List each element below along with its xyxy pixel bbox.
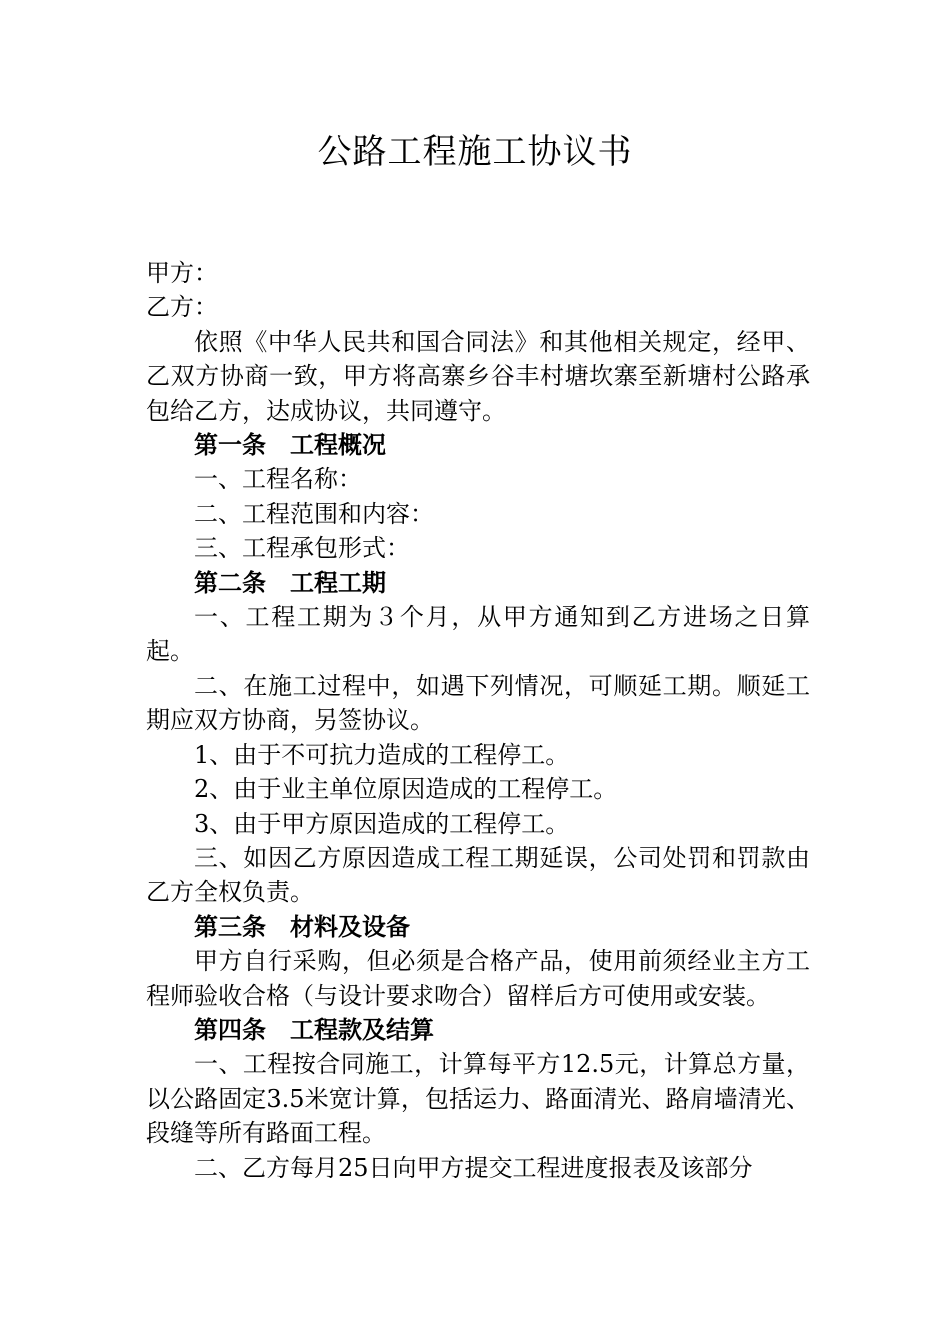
article-2-item: 1、由于不可抗力造成的工程停工。	[194, 740, 570, 769]
article-4-heading: 第四条 工程款及结算	[194, 1014, 434, 1044]
article-2-heading: 第二条 工程工期	[194, 567, 386, 597]
article-4-item: 二、乙方每月25日向甲方提交工程进度报表及该部分	[194, 1153, 753, 1182]
party-b-line: 乙方：	[146, 293, 218, 322]
article-4-item: 一、工程按合同施工，计算每平方12.5元，计算总方量，以公路固定3.5米宽计算，包括运力、路面清光、路肩墙清光、段缝等所有路面工程。	[146, 1050, 810, 1148]
intro-paragraph: 依照《中华人民共和国合同法》和其他相关规定，经甲、乙双方协商一致，甲方将高寨乡谷丰村塘坎寨至新塘村公路承包给乙方，达成协议，共同遵守。	[146, 327, 810, 425]
article-3-heading: 第三条 材料及设备	[194, 911, 410, 941]
article-2-item: 三、如因乙方原因造成工程工期延误，公司处罚和罚款由乙方全权负责。	[146, 843, 810, 907]
article-1-item: 二、工程范围和内容：	[194, 499, 434, 528]
document-title: 公路工程施工协议书	[317, 132, 633, 172]
document-body	[146, 256, 810, 1185]
article-1-item: 一、工程名称：	[194, 465, 362, 494]
article-2-item: 3、由于甲方原因造成的工程停工。	[194, 809, 570, 838]
article-1-heading: 第一条 工程概况	[194, 430, 386, 460]
article-2-item: 二、在施工过程中，如遇下列情况，可顺延工期。顺延工期应双方协商，另签协议。	[146, 671, 810, 735]
article-3-item: 甲方自行采购，但必须是合格产品，使用前须经业主方工程师验收合格（与设计要求吻合）留样后方可使用或安装。	[146, 947, 810, 1010]
article-2-item: 一、工程工期为３个月，从甲方通知到乙方进场之日算起。	[146, 603, 810, 666]
article-1-item: 三、工程承包形式：	[194, 534, 410, 563]
article-2-item: 2、由于业主单位原因造成的工程停工。	[194, 775, 618, 804]
party-a-line: 甲方：	[146, 259, 218, 287]
